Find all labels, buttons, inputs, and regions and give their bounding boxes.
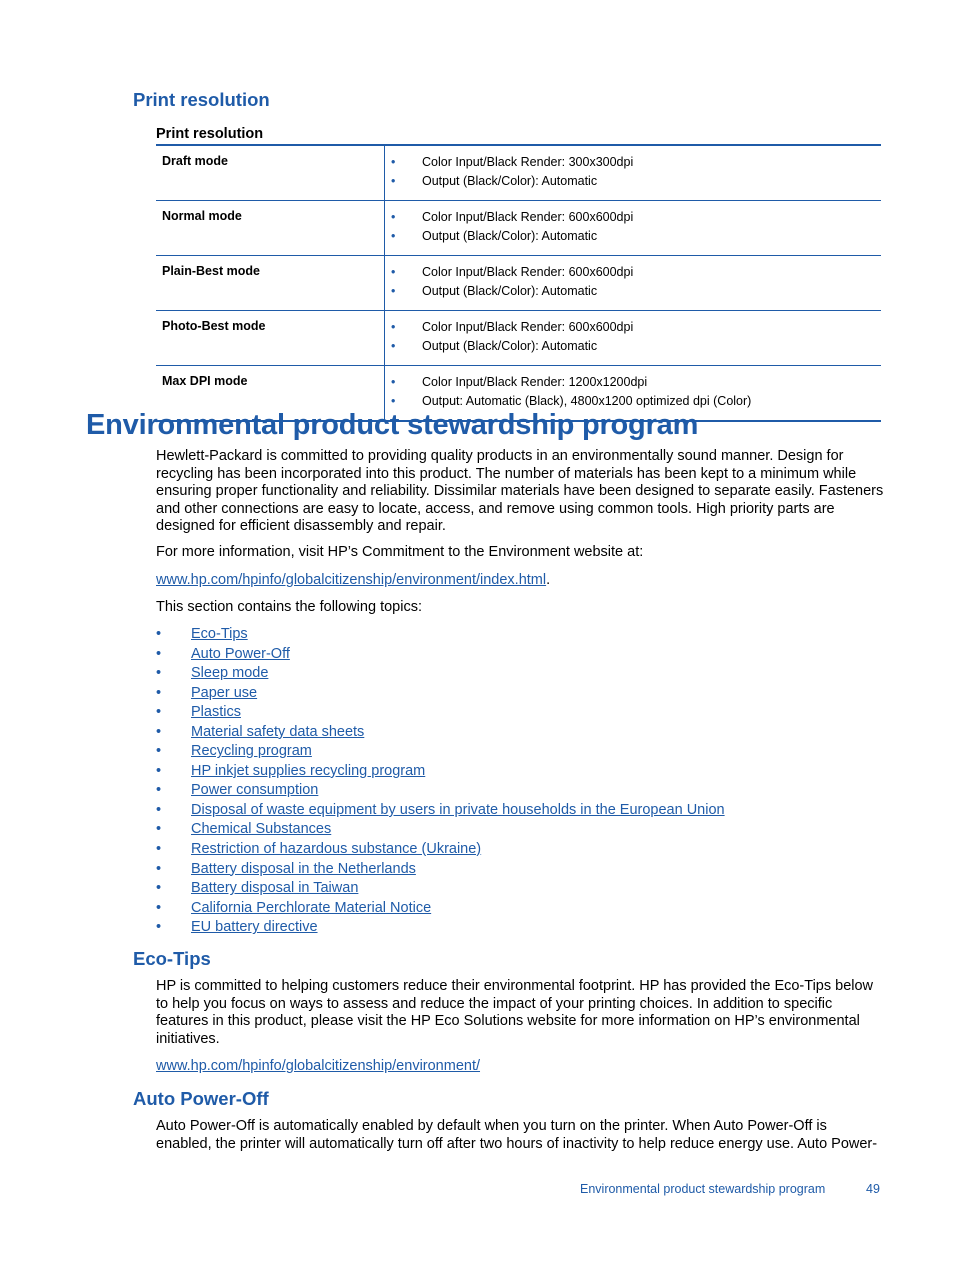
list-item xyxy=(156,899,725,919)
list-item xyxy=(156,742,725,762)
spec-item xyxy=(385,282,881,301)
topic-link[interactable]: Auto Power-Off xyxy=(191,645,290,662)
topic-link[interactable]: Recycling program xyxy=(191,743,312,760)
bullet: • xyxy=(156,899,162,916)
spec-cell xyxy=(385,201,882,256)
bullet: • xyxy=(391,210,396,224)
topics-list xyxy=(156,625,725,938)
bullet: • xyxy=(391,265,396,279)
topic-link[interactable]: California Perchlorate Material Notice xyxy=(191,899,432,916)
spec-cell xyxy=(385,256,882,311)
bullet: • xyxy=(156,723,162,740)
spec-text: Output (Black/Color): Automatic xyxy=(422,229,598,243)
list-item xyxy=(156,703,725,723)
bullet: • xyxy=(156,684,162,701)
spec-item xyxy=(385,227,881,246)
list-item xyxy=(156,840,725,860)
bullet: • xyxy=(156,782,162,799)
topic-link[interactable]: Restriction of hazardous substance (Ukraine) xyxy=(191,841,482,858)
eco-solutions-link[interactable]: www.hp.com/hpinfo/globalcitizenship/environment/ xyxy=(156,1058,481,1074)
bullet: • xyxy=(156,626,162,642)
bullet: • xyxy=(391,375,396,389)
spec-item xyxy=(385,172,881,191)
eco-link-line xyxy=(156,1058,884,1076)
topic-link[interactable]: Paper use xyxy=(191,684,258,701)
spec-cell xyxy=(385,311,882,366)
topic-link[interactable]: Eco-Tips xyxy=(191,626,248,642)
bullet: • xyxy=(156,880,162,897)
bullet: • xyxy=(391,155,396,169)
list-item xyxy=(156,625,725,645)
spec-text: Color Input/Black Render: 600x600dpi xyxy=(422,210,634,224)
bullet: • xyxy=(391,284,396,298)
auto-power-off-heading: Auto Power-Off xyxy=(133,1088,269,1109)
environment-website-link[interactable]: www.hp.com/hpinfo/globalcitizenship/environment/index.html xyxy=(156,572,547,588)
spec-item xyxy=(385,373,881,392)
list-item xyxy=(156,879,725,899)
spec-item xyxy=(385,263,881,282)
list-item xyxy=(156,664,725,684)
env-link-line xyxy=(156,572,884,590)
topic-link[interactable]: Disposal of waste equipment by users in private households in the European Union xyxy=(191,801,725,818)
bullet: • xyxy=(391,339,396,353)
spec-text: Output (Black/Color): Automatic xyxy=(422,174,598,188)
spec-text: Output (Black/Color): Automatic xyxy=(422,339,598,353)
topic-link[interactable]: Power consumption xyxy=(191,782,319,799)
print-resolution-table xyxy=(156,144,881,422)
mode-cell: Plain-Best mode xyxy=(156,256,385,311)
table-caption: Print resolution xyxy=(156,126,264,142)
bullet: • xyxy=(156,841,162,858)
list-item xyxy=(156,918,725,938)
bullet: • xyxy=(156,762,162,779)
list-item xyxy=(156,645,725,665)
topic-link[interactable]: Battery disposal in the Netherlands xyxy=(191,860,416,877)
topics-intro: This section contains the following topics: xyxy=(156,599,422,615)
eco-tips-heading: Eco-Tips xyxy=(133,948,211,969)
spec-text: Color Input/Black Render: 1200x1200dpi xyxy=(422,375,648,389)
topic-link[interactable]: HP inkjet supplies recycling program xyxy=(191,762,426,779)
table-row xyxy=(156,201,881,256)
topic-link[interactable]: Battery disposal in Taiwan xyxy=(191,880,359,897)
topic-link[interactable]: Chemical Substances xyxy=(191,821,332,838)
spec-text: Output (Black/Color): Automatic xyxy=(422,284,598,298)
spec-text: Color Input/Black Render: 600x600dpi xyxy=(422,265,634,279)
spec-cell xyxy=(385,145,882,201)
table-row xyxy=(156,145,881,201)
topic-link[interactable]: Plastics xyxy=(191,704,241,721)
list-item xyxy=(156,820,725,840)
mode-cell: Draft mode xyxy=(156,145,385,201)
list-item xyxy=(156,801,725,821)
link-suffix: . xyxy=(546,572,551,588)
spec-item xyxy=(385,153,881,172)
mode-cell: Photo-Best mode xyxy=(156,311,385,366)
bullet: • xyxy=(156,743,162,760)
mode-cell: Max DPI mode xyxy=(156,366,385,422)
bullet: • xyxy=(156,821,162,838)
page-title: Environmental product stewardship program xyxy=(86,409,699,441)
topic-link[interactable]: Sleep mode xyxy=(191,665,269,682)
bullet: • xyxy=(156,919,162,936)
intro-paragraph: Hewlett-Packard is committed to providing quality products in an environmentally sound manner. Design for recycling has been incorporated into this product. The number of materials has been kept to a minimum while ensuring proper functionality and reliability. Dissimilar materials have been designed to separate easily. Fasteners and other connections are easy to locate, access, and remove using common tools. High priority parts are designed for efficient disassembly and repair. xyxy=(156,448,884,535)
eco-tips-paragraph: HP is committed to helping customers reduce their environmental footprint. HP has provided the Eco-Tips below to help you focus on ways to assess and reduce the impact of your printing choices. In addition to specific features in this product, please visit the HP Eco Solutions website for more information on HP’s environmental initiatives. xyxy=(156,978,874,1047)
more-info-text: For more information, visit HP’s Commitment to the Environment website at: xyxy=(156,544,644,560)
bullet: • xyxy=(156,665,162,682)
bullet: • xyxy=(156,645,162,662)
list-item xyxy=(156,781,725,801)
auto-power-off-paragraph: Auto Power-Off is automatically enabled by default when you turn on the printer. When Auto Power-Off is enabled, the printer will automatically turn off after two hours of inactivity to help reduce energy use. Auto Power- xyxy=(156,1118,878,1152)
table-row xyxy=(156,256,881,311)
spec-text: Color Input/Black Render: 300x300dpi xyxy=(422,155,634,169)
spec-text: Output: Automatic (Black), 4800x1200 optimized dpi (Color) xyxy=(422,394,752,408)
bullet: • xyxy=(156,860,162,877)
topic-link[interactable]: Material safety data sheets xyxy=(191,723,365,740)
list-item xyxy=(156,762,725,782)
spec-text: Color Input/Black Render: 600x600dpi xyxy=(422,320,634,334)
spec-item xyxy=(385,318,881,337)
print-resolution-heading: Print resolution xyxy=(133,89,270,110)
table-row xyxy=(156,311,881,366)
bullet: • xyxy=(391,394,396,408)
bullet: • xyxy=(391,174,396,188)
bullet: • xyxy=(156,704,162,721)
list-item xyxy=(156,860,725,880)
bullet: • xyxy=(391,229,396,243)
page-number: 49 xyxy=(866,1182,880,1196)
spec-item xyxy=(385,337,881,356)
bullet: • xyxy=(156,801,162,818)
footer-section-title: Environmental product stewardship program xyxy=(580,1182,826,1196)
spec-item xyxy=(385,208,881,227)
list-item xyxy=(156,723,725,743)
topic-link[interactable]: EU battery directive xyxy=(191,919,318,936)
bullet: • xyxy=(391,320,396,334)
mode-cell: Normal mode xyxy=(156,201,385,256)
list-item xyxy=(156,684,725,704)
